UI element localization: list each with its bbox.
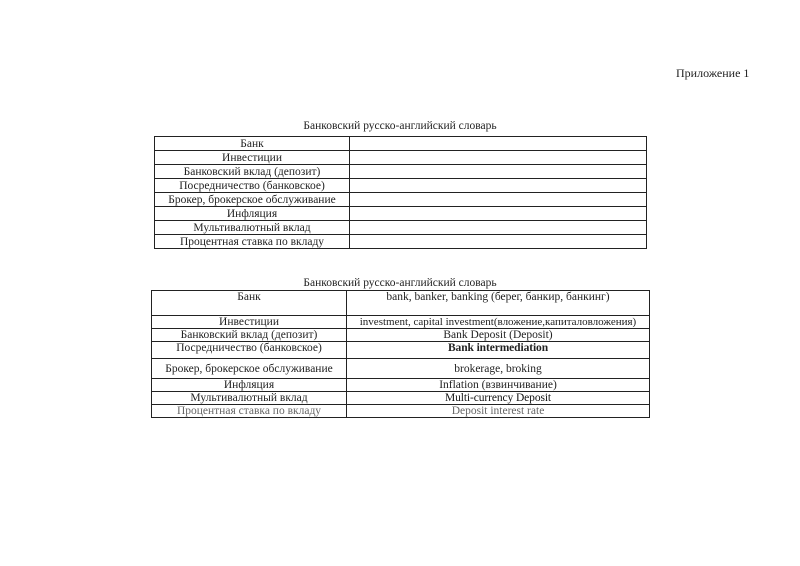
table-filled-caption: Банковский русско-английский словарь bbox=[303, 277, 497, 289]
table-row bbox=[152, 405, 650, 418]
table-row bbox=[155, 165, 647, 179]
ru-term: Брокер, брокерское обслуживание bbox=[155, 193, 350, 207]
table-row bbox=[155, 151, 647, 165]
table-row bbox=[152, 316, 650, 329]
ru-term: Инфляция bbox=[155, 207, 350, 221]
ru-term: Процентная ставка по вкладу bbox=[152, 405, 347, 418]
en-term: Multi-currency Deposit bbox=[347, 392, 650, 405]
table-row bbox=[152, 392, 650, 405]
table-row bbox=[152, 379, 650, 392]
ru-term: Инфляция bbox=[152, 379, 347, 392]
ru-term: Мультивалютный вклад bbox=[152, 392, 347, 405]
table-row bbox=[152, 329, 650, 342]
en-term: investment, capital investment(вложение,капиталовложения) bbox=[347, 316, 650, 329]
en-term: Inflation (взвинчивание) bbox=[347, 379, 650, 392]
ru-term: Мультивалютный вклад bbox=[155, 221, 350, 235]
en-term-blank[interactable] bbox=[350, 193, 647, 207]
table-row bbox=[155, 207, 647, 221]
en-term-blank[interactable] bbox=[350, 221, 647, 235]
table-blank-caption: Банковский русско-английский словарь bbox=[303, 120, 497, 132]
en-term-blank[interactable] bbox=[350, 179, 647, 193]
en-term-blank[interactable] bbox=[350, 165, 647, 179]
en-term: Bank intermediation bbox=[347, 342, 650, 359]
appendix-label: Приложение 1 bbox=[676, 66, 750, 80]
en-term: Bank Deposit (Deposit) bbox=[347, 329, 650, 342]
dictionary-table-blank bbox=[154, 136, 647, 249]
ru-term: Посредничество (банковское) bbox=[155, 179, 350, 193]
table-row bbox=[155, 221, 647, 235]
en-term-blank[interactable] bbox=[350, 235, 647, 249]
ru-term: Брокер, брокерское обслуживание bbox=[152, 359, 347, 379]
ru-term: Инвестиции bbox=[155, 151, 350, 165]
table-row bbox=[155, 235, 647, 249]
en-term: bank, banker, banking (берег, банкир, банкинг) bbox=[347, 291, 650, 316]
ru-term: Процентная ставка по вкладу bbox=[155, 235, 350, 249]
ru-term: Банковский вклад (депозит) bbox=[155, 165, 350, 179]
table-row bbox=[152, 342, 650, 359]
ru-term: Банк bbox=[152, 291, 347, 316]
en-term: brokerage, broking bbox=[347, 359, 650, 379]
en-term: Deposit interest rate bbox=[347, 405, 650, 418]
table-row bbox=[155, 137, 647, 151]
table-row bbox=[155, 193, 647, 207]
table-row bbox=[152, 291, 650, 316]
en-term-blank[interactable] bbox=[350, 151, 647, 165]
en-term-blank[interactable] bbox=[350, 137, 647, 151]
dictionary-table-filled bbox=[151, 290, 650, 418]
ru-term: Банковский вклад (депозит) bbox=[152, 329, 347, 342]
table-row bbox=[155, 179, 647, 193]
en-term-blank[interactable] bbox=[350, 207, 647, 221]
ru-term: Посредничество (банковское) bbox=[152, 342, 347, 359]
table-row bbox=[152, 359, 650, 379]
ru-term: Банк bbox=[155, 137, 350, 151]
ru-term: Инвестиции bbox=[152, 316, 347, 329]
